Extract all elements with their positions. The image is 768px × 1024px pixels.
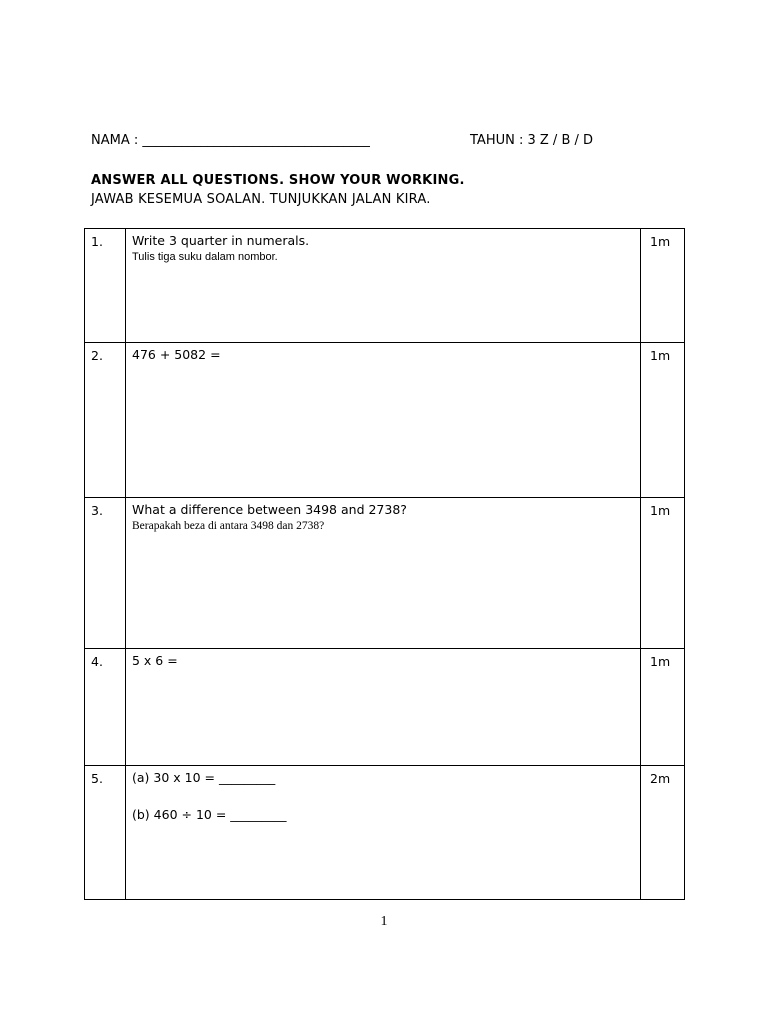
instruction-english: ANSWER ALL QUESTIONS. SHOW YOUR WORKING. [91,173,465,188]
question-number: 3. [85,498,126,649]
question-row-3 [85,498,685,649]
question-row-2 [85,343,685,498]
question-text-malay: Tulis tiga suku dalam nombor. [132,251,278,263]
question-text-malay: Berapakah beza di antara 3498 dan 2738? [132,520,325,532]
question-text-english: 476 + 5082 = [132,347,221,362]
question-marks: 2m [641,766,685,900]
question-row-5 [85,766,685,900]
questions-table [84,228,685,900]
instruction-malay: JAWAB KESEMUA SOALAN. TUNJUKKAN JALAN KIRA. [91,192,431,207]
question-text-english: Write 3 quarter in numerals. [132,233,310,248]
question-cell [126,766,641,900]
question-row-1 [85,229,685,343]
question-cell [126,498,641,649]
question-marks: 1m [641,498,685,649]
question-part-b: (b) 460 ÷ 10 = _________ [132,807,287,822]
page-number: 1 [380,914,388,929]
question-number: 1. [85,229,126,343]
question-number: 4. [85,649,126,766]
question-marks: 1m [641,343,685,498]
year-class-label: TAHUN : 3 Z / B / D [470,133,594,148]
question-part-a: (a) 30 x 10 = _________ [132,770,276,785]
question-marks: 1m [641,649,685,766]
question-text-english: 5 x 6 = [132,653,178,668]
question-cell [126,343,641,498]
name-field-label: NAMA : ___________________________________ [91,133,370,148]
question-number: 5. [85,766,126,900]
question-marks: 1m [641,229,685,343]
question-cell [126,229,641,343]
question-text-english: What a difference between 3498 and 2738? [132,502,407,517]
question-cell [126,649,641,766]
question-number: 2. [85,343,126,498]
question-row-4 [85,649,685,766]
